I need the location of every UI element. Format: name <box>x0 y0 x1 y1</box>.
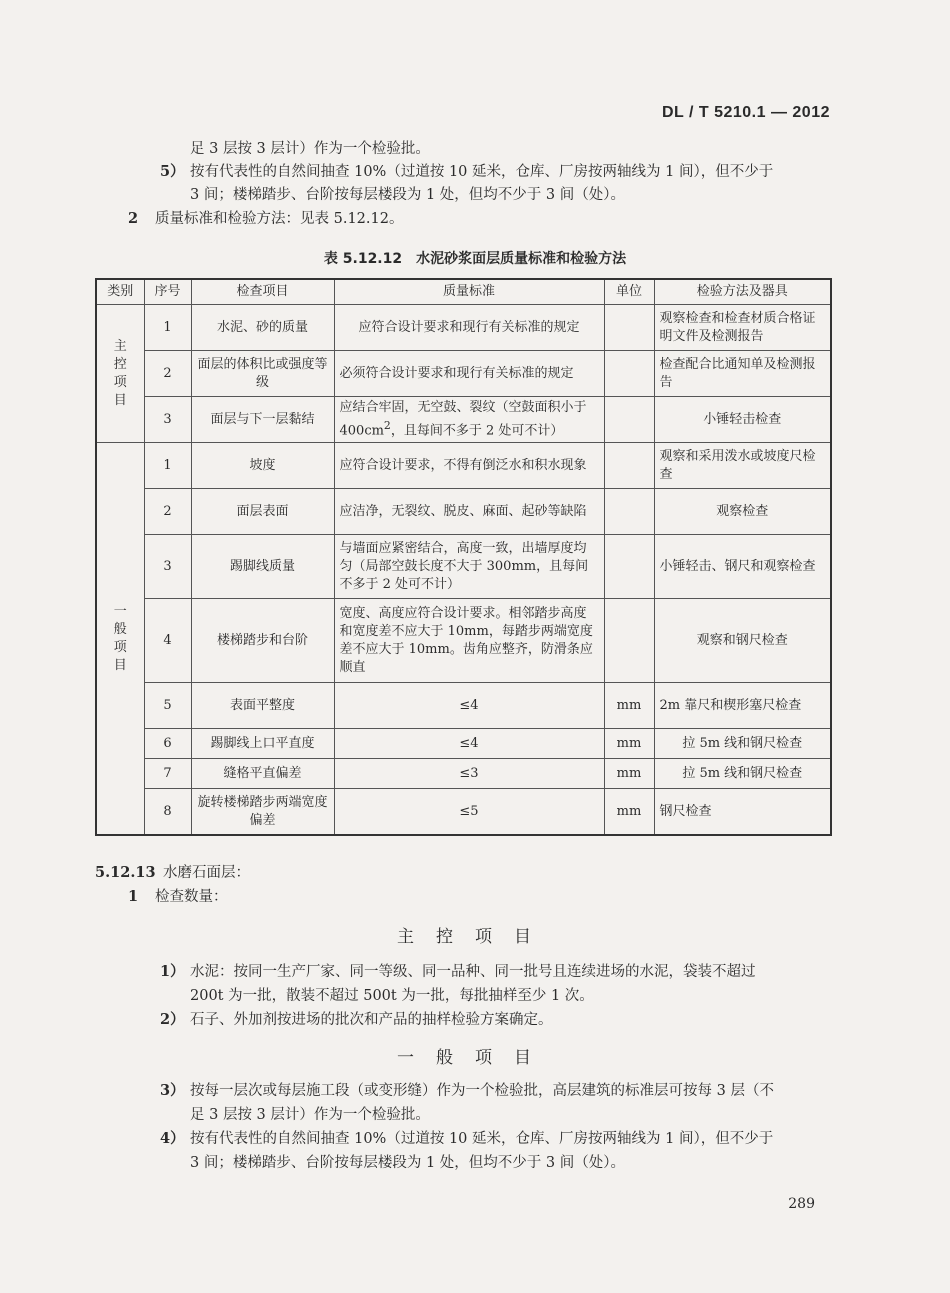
m1-number: 1） <box>160 963 185 980</box>
header-unit: 单位 <box>604 279 654 305</box>
row-item: 旋转楼梯踏步两端宽度偏差 <box>191 789 334 835</box>
category-main-label: 主控项目 <box>113 338 127 408</box>
table-row <box>96 789 831 835</box>
item5-number: 5） <box>160 163 185 180</box>
row-no: 1 <box>144 305 191 351</box>
row-method: 小锤轻击检查 <box>654 397 831 443</box>
table-row <box>96 729 831 759</box>
row-no: 7 <box>144 759 191 789</box>
row-item: 踢脚线上口平直度 <box>191 729 334 759</box>
table-row <box>96 397 831 443</box>
row-standard: ≤5 <box>334 789 604 835</box>
table-row <box>96 683 831 729</box>
row-no: 2 <box>144 351 191 397</box>
g4-line1: 按有代表性的自然间抽查 10%（过道按 10 延米，仓库、厂房按两轴线为 1 间），但不少于 <box>190 1131 774 1147</box>
continuation-line: 足 3 层按 3 层计）作为一个检验批。 <box>190 141 430 157</box>
row-no: 4 <box>144 599 191 683</box>
table-row <box>96 599 831 683</box>
row-unit <box>604 443 654 489</box>
row-unit <box>604 599 654 683</box>
table-row <box>96 759 831 789</box>
row-standard: ≤4 <box>334 683 604 729</box>
m2-text: 石子、外加剂按进场的批次和产品的抽样检验方案确定。 <box>190 1012 553 1028</box>
item5-line2: 3 间；楼梯踏步、台阶按每层楼段为 1 处，但均不少于 3 间（处）。 <box>190 187 625 203</box>
row-no: 5 <box>144 683 191 729</box>
page-number: 289 <box>788 1196 815 1212</box>
g3-number: 3） <box>160 1082 185 1099</box>
row-standard: ≤3 <box>334 759 604 789</box>
row-unit <box>604 305 654 351</box>
table-header-row <box>96 279 831 305</box>
s-item1-number: 1 <box>128 888 139 905</box>
row-unit: mm <box>604 759 654 789</box>
row-no: 1 <box>144 443 191 489</box>
row-unit <box>604 397 654 443</box>
row-standard: 应符合设计要求和现行有关标准的规定 <box>334 305 604 351</box>
category-general-label: 一般项目 <box>113 603 127 673</box>
category-general <box>96 443 144 835</box>
row-no: 2 <box>144 489 191 535</box>
table-row <box>96 489 831 535</box>
category-main <box>96 305 144 443</box>
row-standard: ≤4 <box>334 729 604 759</box>
section-title: 水磨石面层： <box>163 865 250 881</box>
row-item: 楼梯踏步和台阶 <box>191 599 334 683</box>
header-category: 类别 <box>96 279 144 305</box>
row-no: 3 <box>144 397 191 443</box>
row-standard: 与墙面应紧密结合，高度一致，出墙厚度均匀（局部空鼓长度不大于 300mm，且每间不多于 2 处可不计） <box>334 535 604 599</box>
row-unit <box>604 535 654 599</box>
row-unit <box>604 351 654 397</box>
row-method: 2m 靠尺和楔形塞尺检查 <box>654 683 831 729</box>
g4-number: 4） <box>160 1130 185 1147</box>
row-item: 面层与下一层黏结 <box>191 397 334 443</box>
row-standard: 应符合设计要求，不得有倒泛水和积水现象 <box>334 443 604 489</box>
g3-line1: 按每一层次或每层施工段（或变形缝）作为一个检验批，高层建筑的标准层可按每 3 层（不 <box>190 1083 774 1099</box>
table-row <box>96 351 831 397</box>
row-method: 小锤轻击、钢尺和观察检查 <box>654 535 831 599</box>
m2-number: 2） <box>160 1011 185 1028</box>
row-method: 观察和采用泼水或坡度尺检查 <box>654 443 831 489</box>
row-item: 坡度 <box>191 443 334 489</box>
header-item: 检查项目 <box>191 279 334 305</box>
m1-line1: 水泥：按同一生产厂家、同一等级、同一品种、同一批号且连续进场的水泥，袋装不超过 <box>190 964 756 980</box>
quality-table <box>95 278 832 836</box>
m1-line2: 200t 为一批，散装不超过 500t 为一批，每批抽样至少 1 次。 <box>190 988 594 1004</box>
item5-line1: 按有代表性的自然间抽查 10%（过道按 10 延米，仓库、厂房按两轴线为 1 间），但不少于 <box>190 164 774 180</box>
row-method: 检查配合比通知单及检测报告 <box>654 351 831 397</box>
table-row <box>96 305 831 351</box>
row-no: 3 <box>144 535 191 599</box>
row-unit <box>604 489 654 535</box>
section-number: 5.12.13 <box>95 864 156 881</box>
row-method: 拉 5m 线和钢尺检查 <box>654 729 831 759</box>
row-no: 8 <box>144 789 191 835</box>
row-method: 拉 5m 线和钢尺检查 <box>654 759 831 789</box>
row-method: 观察检查和检查材质合格证明文件及检测报告 <box>654 305 831 351</box>
doc-code-header: DL / T 5210.1 — 2012 <box>661 104 830 121</box>
standard-text-b: ，且每间不多于 2 处可不计） <box>390 423 564 439</box>
row-standard: 宽度、高度应符合设计要求。相邻踏步高度和宽度差不应大于 10mm，每踏步两端宽度差不应大于 10mm。齿角应整齐，防滑条应顺直 <box>334 599 604 683</box>
row-item: 水泥、砂的质量 <box>191 305 334 351</box>
heading-general-items: 一般项目 <box>397 1048 553 1068</box>
superscript: 2 <box>383 419 391 432</box>
row-item: 表面平整度 <box>191 683 334 729</box>
row-unit: mm <box>604 729 654 759</box>
row-standard: 应洁净，无裂纹、脱皮、麻面、起砂等缺陷 <box>334 489 604 535</box>
row-unit: mm <box>604 683 654 729</box>
g4-line2: 3 间；楼梯踏步、台阶按每层楼段为 1 处，但均不少于 3 间（处）。 <box>190 1155 625 1171</box>
item2-text: 质量标准和检验方法：见表 5.12.12。 <box>155 211 404 227</box>
header-standard: 质量标准 <box>334 279 604 305</box>
header-method: 检验方法及器具 <box>654 279 831 305</box>
s-item1-text: 检查数量： <box>155 889 228 905</box>
row-item: 面层表面 <box>191 489 334 535</box>
row-unit: mm <box>604 789 654 835</box>
row-no: 6 <box>144 729 191 759</box>
g3-line2: 足 3 层按 3 层计）作为一个检验批。 <box>190 1107 430 1123</box>
item2-number: 2 <box>128 210 139 227</box>
header-no: 序号 <box>144 279 191 305</box>
row-standard: 必须符合设计要求和现行有关标准的规定 <box>334 351 604 397</box>
heading-main-items: 主控项目 <box>397 927 553 947</box>
table-title: 表 5.12.12 水泥砂浆面层质量标准和检验方法 <box>323 251 627 267</box>
row-item: 缝格平直偏差 <box>191 759 334 789</box>
row-item: 面层的体积比或强度等级 <box>191 351 334 397</box>
row-method: 观察和钢尺检查 <box>654 599 831 683</box>
standard-text-a: 应结合牢固，无空鼓、裂纹（空鼓面积小于 400cm <box>339 400 587 439</box>
row-item: 踢脚线质量 <box>191 535 334 599</box>
row-standard <box>334 397 604 443</box>
table-row <box>96 535 831 599</box>
table-row <box>96 443 831 489</box>
row-method: 观察检查 <box>654 489 831 535</box>
row-method: 钢尺检查 <box>654 789 831 835</box>
